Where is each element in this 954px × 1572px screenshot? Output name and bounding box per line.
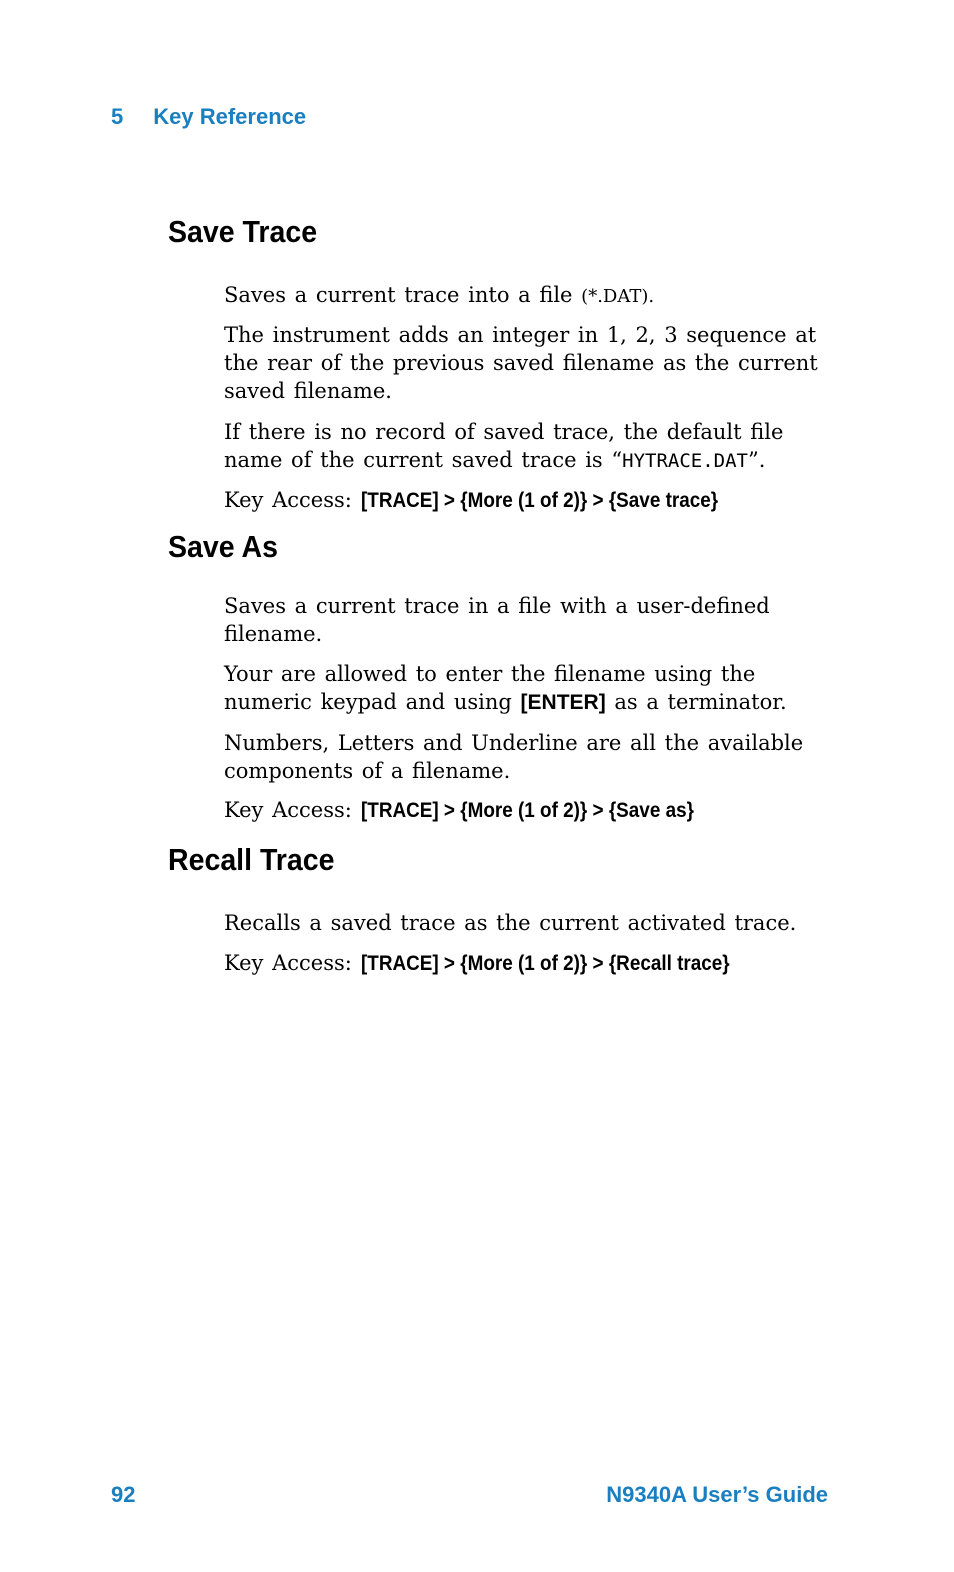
guide-title: N9340A User’s Guide [606, 1482, 828, 1507]
key-access [224, 486, 834, 515]
paragraph: Saves a current trace into a file (*.DAT). [224, 283, 655, 307]
paragraph: Numbers, Letters and Underline are all the available components of a filename. [224, 731, 804, 783]
paragraph: If there is no record of saved trace, the default file name of the current saved trace is “HYTRACE.DAT”. [224, 420, 784, 472]
chapter-number: 5 [111, 104, 124, 129]
default-filename: HYTRACE.DAT [622, 450, 748, 472]
paragraph: Your are allowed to enter the filename using the numeric keypad and using [ENTER] as a terminator. [224, 660, 834, 717]
key-access [224, 796, 834, 825]
key-access-path: [TRACE] > {More (1 of 2)} > {Save as} [360, 799, 694, 822]
chapter-title: Key Reference [153, 104, 307, 129]
key-access-path: [TRACE] > {More (1 of 2)} > {Save trace} [360, 489, 718, 512]
key-access-label: Key Access: [224, 488, 352, 512]
running-header [111, 104, 306, 130]
paragraph: The instrument adds an integer in 1, 2, 3 sequence at the rear of the previous saved filename as the current saved filename. [224, 323, 818, 403]
paragraph: Saves a current trace in a file with a user-defined filename. [224, 594, 770, 646]
key-access-path: [TRACE] > {More (1 of 2)} > {Recall trace} [360, 952, 730, 975]
section-title-recall-trace: Recall Trace [168, 842, 335, 877]
key-access [224, 949, 834, 978]
paragraph: Recalls a saved trace as the current activated trace. [224, 911, 797, 935]
key-access-label: Key Access: [224, 951, 352, 975]
enter-key: [ENTER] [520, 691, 606, 714]
page-number: 92 [111, 1482, 136, 1507]
section-title-save-trace: Save Trace [168, 214, 318, 249]
key-access-label: Key Access: [224, 798, 352, 822]
section-title-save-as: Save As [168, 529, 278, 564]
